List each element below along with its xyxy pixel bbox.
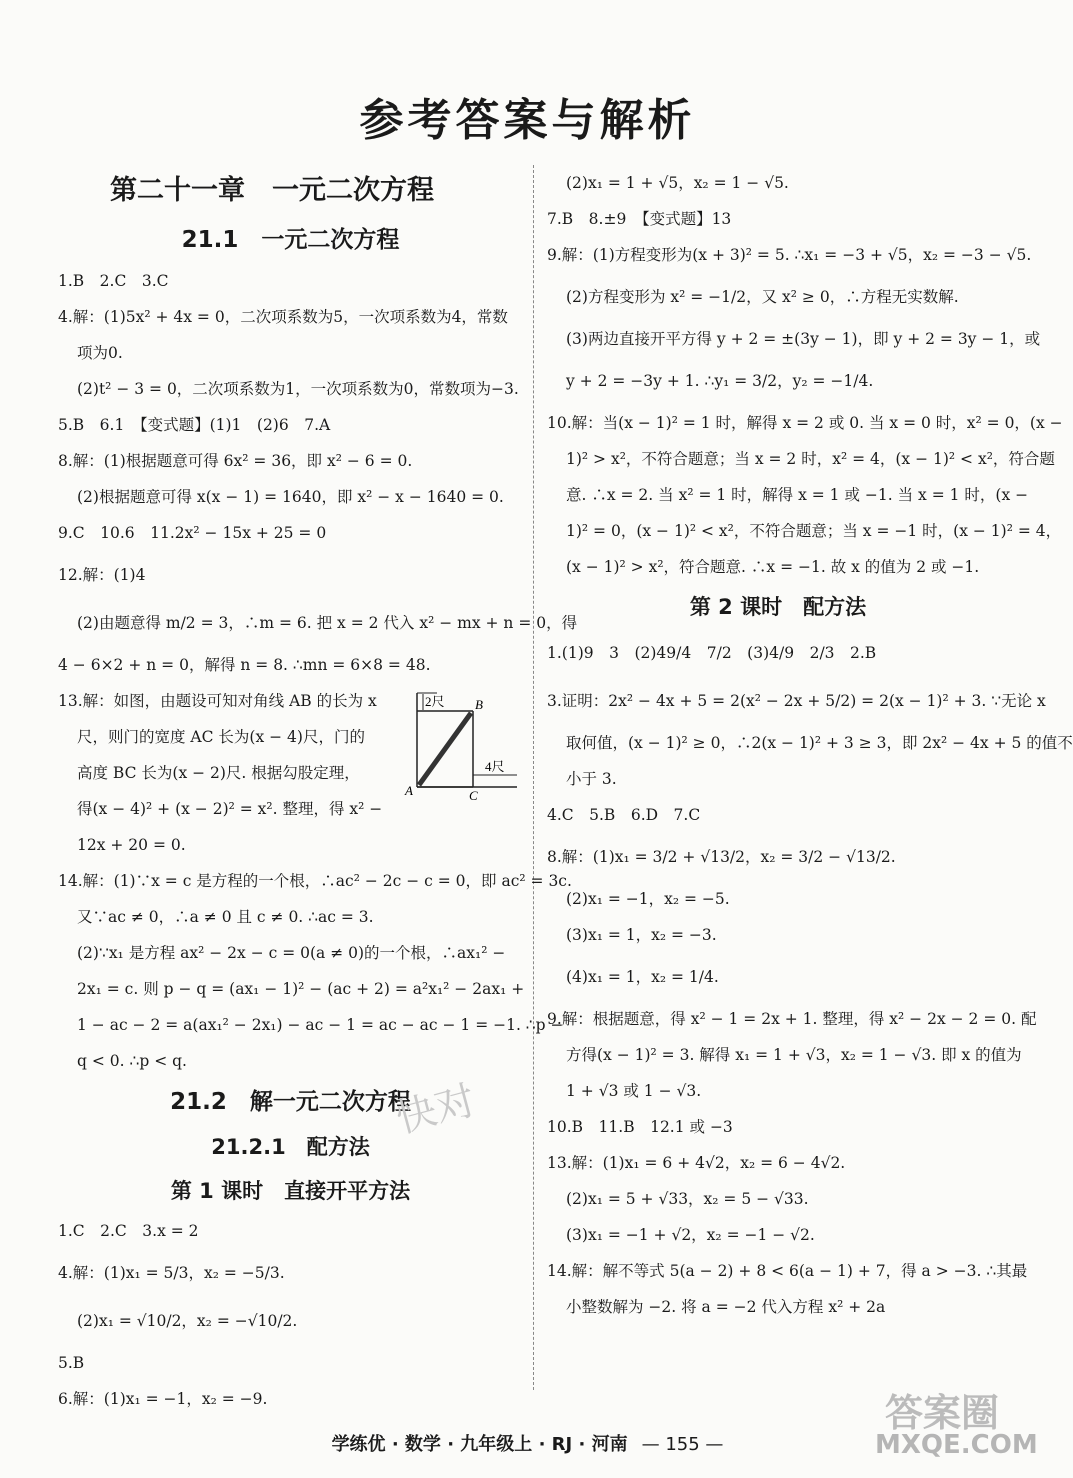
answer-line: 高度 BC 长为(x − 2)尺. 根据勾股定理，	[77, 764, 360, 782]
answer-line: (3)x₁ = 1，x₂ = −3.	[566, 926, 717, 944]
answer-line: 1)² > x²，不符合题意；当 x = 2 时，x² = 4，(x − 1)² < x²，符合题	[566, 450, 1055, 468]
label-b: B	[475, 697, 483, 712]
answer-line: 得(x − 4)² + (x − 2)² = x². 整理，得 x² −	[77, 800, 383, 818]
answer-line: 1 + √3 或 1 − √3.	[566, 1082, 702, 1100]
answer-line: 10.解：当(x − 1)² = 1 时，解得 x = 2 或 0. 当 x = 0 时，x² = 0，(x −	[547, 414, 1063, 432]
answer-line: 7.B 8.±9 【变式题】13	[547, 210, 732, 228]
corner-watermark: 答案圈	[885, 1391, 1000, 1435]
answer-line: 9.解：根据题意，得 x² − 1 = 2x + 1. 整理，得 x² − 2x − 2 = 0. 配	[547, 1010, 1037, 1028]
answer-line: 13.解：(1)x₁ = 6 + 4√2，x₂ = 6 − 4√2.	[547, 1154, 846, 1172]
answer-line: (3)x₁ = −1 + √2，x₂ = −1 − √2.	[566, 1226, 815, 1244]
answer-line: (2)方程变形为 x² = −1/2，又 x² ≥ 0，∴方程无实数解.	[566, 288, 959, 306]
answer-line: 9.解：(1)方程变形为(x + 3)² = 5. ∴x₁ = −3 + √5，x₂ = −3 − √5.	[547, 246, 1032, 264]
answer-line: (2)x₁ = 5 + √33，x₂ = 5 − √33.	[566, 1190, 809, 1208]
answer-line: 又∵ac ≠ 0，∴a ≠ 0 且 c ≠ 0. ∴ac = 3.	[77, 908, 374, 926]
footer-text: 学练优 · 数学 · 九年级上 · RJ · 河南	[331, 1434, 628, 1455]
answer-line: 尺，则门的宽度 AC 长为(x − 4)尺，门的	[77, 728, 365, 746]
lesson-heading: 第 2 课时 配方法	[689, 595, 867, 619]
answer-line: 4.解：(1)5x² + 4x = 0，二次项系数为5，一次项系数为4，常数	[58, 308, 508, 326]
answer-line: 项为0.	[77, 344, 123, 362]
answer-line: (2)x₁ = −1，x₂ = −5.	[566, 890, 730, 908]
answer-line: (2)t² − 3 = 0，二次项系数为1，一次项系数为0，常数项为−3.	[77, 380, 519, 398]
section-heading: 21.2 解一元二次方程	[170, 1089, 411, 1115]
answer-line: 8.解：(1)根据题意可得 6x² = 36，即 x² − 6 = 0.	[58, 452, 413, 470]
answer-line: 2x₁ = c. 则 p − q = (ax₁ − 1)² − (ac + 2) = a²x₁² − 2ax₁ +	[77, 980, 525, 998]
column-divider	[533, 165, 534, 1390]
answer-line: (4)x₁ = 1，x₂ = 1/4.	[566, 968, 719, 986]
answer-line: 6.解：(1)x₁ = −1，x₂ = −9.	[58, 1390, 268, 1408]
label-2chi: 2尺	[425, 694, 445, 709]
page-number: — 155 —	[641, 1434, 724, 1455]
left-column	[58, 165, 578, 1408]
question-13	[58, 683, 523, 863]
subsection-heading: 21.2.1 配方法	[211, 1135, 370, 1159]
answer-line: 1)² = 0，(x − 1)² < x²，不符合题意；当 x = −1 时，(x − 1)² = 4，	[566, 522, 1062, 540]
watermark-kuaidui: 快对	[391, 1077, 481, 1143]
answer-line: (2)根据题意可得 x(x − 1) = 1640，即 x² − x − 1640 = 0.	[77, 488, 504, 506]
answer-line: 13.解：如图，由题设可知对角线 AB 的长为 x	[58, 692, 377, 710]
answer-line: (2)x₁ = 1 + √5，x₂ = 1 − √5.	[566, 174, 789, 192]
answer-line: 1.(1)9 3 (2)49/4 7/2 (3)4/9 2/3 2.B	[547, 644, 877, 662]
label-a: A	[405, 783, 413, 798]
answer-line: 4.解：(1)x₁ = 5/3，x₂ = −5/3.	[58, 1264, 285, 1282]
answer-line: 意. ∴x = 2. 当 x² = 1 时，解得 x = 1 或 −1. 当 x = 1 时，(x −	[566, 486, 1029, 504]
section-heading: 21.1 一元二次方程	[181, 227, 400, 253]
answer-line: (x − 1)² > x²，符合题意. ∴x = −1. 故 x 的值为 2 或 −1.	[566, 558, 980, 576]
answer-line: 小整数解为 −2. 将 a = −2 代入方程 x² + 2a	[566, 1298, 886, 1316]
answer-line: 取何值，(x − 1)² ≥ 0，∴2(x − 1)² + 3 ≥ 3，即 2x² − 4x + 5 的值不	[566, 734, 1073, 752]
right-column	[547, 165, 1073, 1390]
answer-line: (2)x₁ = √10/2，x₂ = −√10/2.	[77, 1312, 298, 1330]
label-c: C	[469, 788, 478, 803]
answer-line: y + 2 = −3y + 1. ∴y₁ = 3/2，y₂ = −1/4.	[566, 372, 874, 390]
answer-line: 4 − 6×2 + n = 0，解得 n = 8. ∴mn = 6×8 = 48.	[58, 656, 431, 674]
pole-ab	[419, 713, 471, 785]
answer-line: (3)两边直接开平方得 y + 2 = ±(3y − 1)，即 y + 2 = 3y − 1，或	[566, 330, 1041, 348]
lesson-heading: 第 1 课时 直接开平方法	[170, 1179, 411, 1203]
chapter-heading: 第二十一章 一元二次方程	[110, 175, 434, 206]
answer-line: 14.解：(1)∵x = c 是方程的一个根，∴ac² − 2c − c = 0，即 ac² = 3c.	[58, 872, 572, 890]
page-title: 参考答案与解析	[359, 95, 696, 146]
answer-line: 1.B 2.C 3.C	[58, 272, 169, 290]
answer-line: 小于 3.	[566, 770, 617, 788]
answer-line: 4.C 5.B 6.D 7.C	[547, 806, 701, 824]
answer-line: 10.B 11.B 12.1 或 −3	[547, 1118, 733, 1136]
answer-line: (2)∵x₁ 是方程 ax² − 2x − c = 0(a ≠ 0)的一个根，∴ax₁² −	[77, 944, 506, 962]
answer-line: 3.证明：2x² − 4x + 5 = 2(x² − 2x + 5/2) = 2(x − 1)² + 3. ∵无论 x	[547, 692, 1046, 710]
answer-line: 12x + 20 = 0.	[77, 836, 186, 854]
answer-line: 14.解：解不等式 5(a − 2) + 8 < 6(a − 1) + 7，得 a > −3. ∴其最	[547, 1262, 1028, 1280]
label-4chi: 4尺	[485, 759, 505, 774]
answer-line: 5.B 6.1 【变式题】(1)1 (2)6 7.A	[58, 416, 331, 434]
answer-line: q < 0. ∴p < q.	[77, 1052, 187, 1070]
answer-line: 8.解：(1)x₁ = 3/2 + √13/2，x₂ = 3/2 − √13/2.	[547, 848, 896, 866]
answer-line: 5.B	[58, 1354, 85, 1372]
answer-line: 12.解：(1)4	[58, 566, 146, 584]
answer-line: (2)由题意得 m/2 = 3，∴m = 6. 把 x = 2 代入 x² − mx + n = 0，得	[77, 614, 578, 632]
answer-line: 9.C 10.6 11.2x² − 15x + 25 = 0	[58, 524, 327, 542]
answer-line: 1.C 2.C 3.x = 2	[58, 1222, 199, 1240]
door-diagram	[403, 689, 521, 801]
corner-watermark-url: MXQE.COM	[875, 1430, 1038, 1460]
answer-line: 1 − ac − 2 = a(ax₁² − 2x₁) − ac − 1 = ac − ac − 1 = −1. ∴p −	[77, 1016, 564, 1034]
answer-line: 方得(x − 1)² = 3. 解得 x₁ = 1 + √3，x₂ = 1 − √3. 即 x 的值为	[566, 1046, 1022, 1064]
